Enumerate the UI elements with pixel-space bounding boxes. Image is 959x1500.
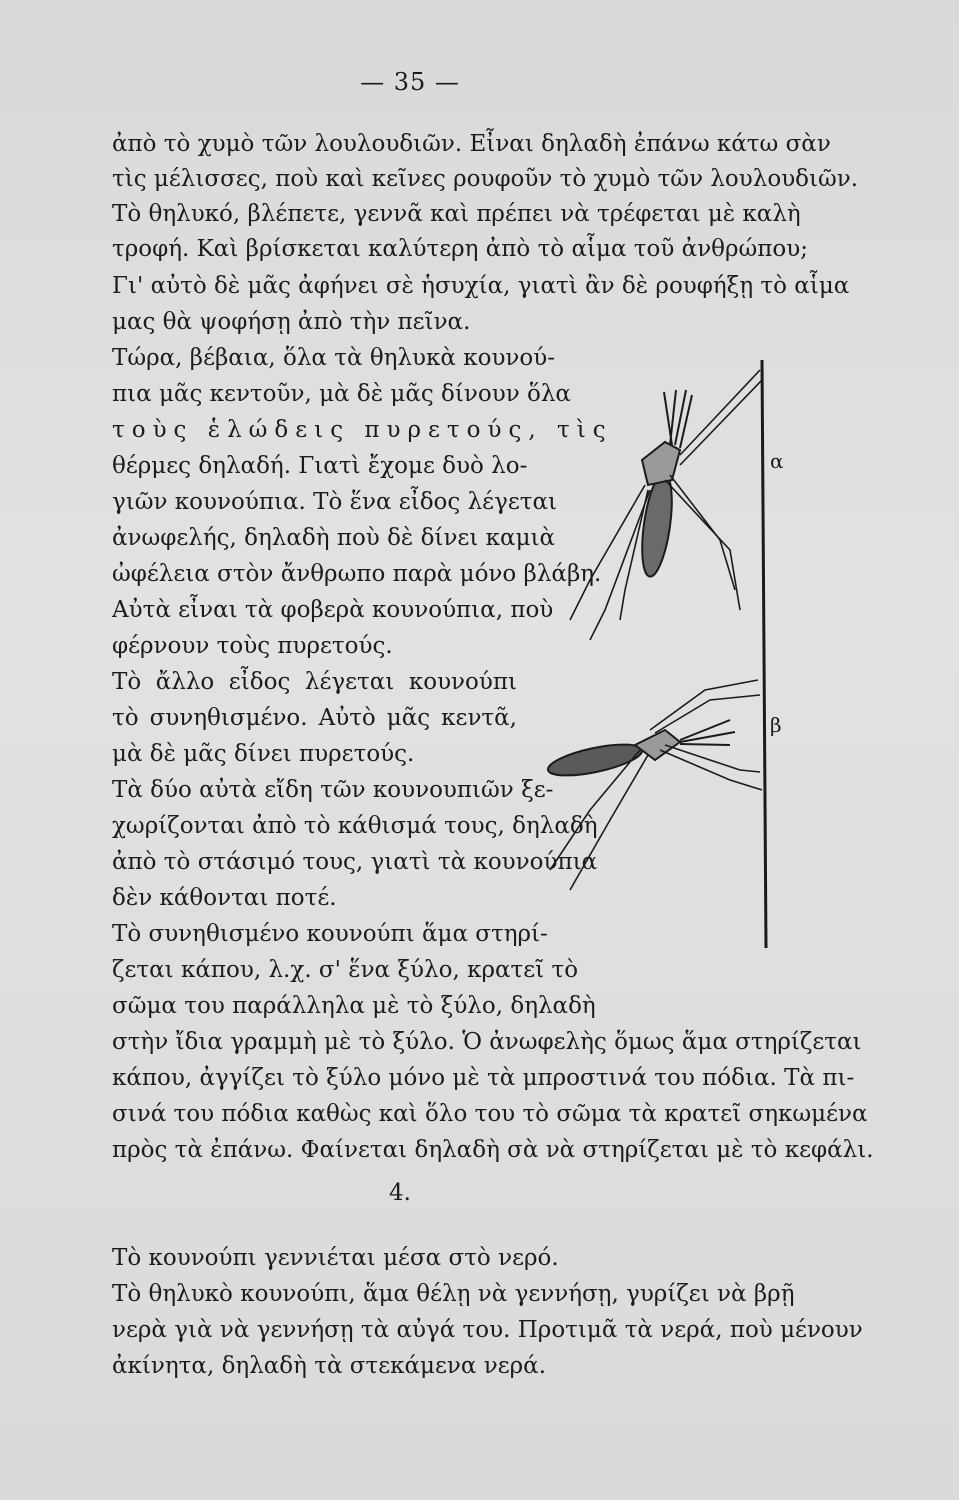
- text-line: τοὺς ἑλώδεις πυρετούς, τὶς: [112, 417, 613, 443]
- text-line: θέρμες δηλαδή. Γιατὶ ἔχομε δυὸ λο-: [112, 453, 528, 479]
- text-line: σῶμα του παράλληλα μὲ τὸ ξύλο, δηλαδὴ: [112, 993, 596, 1019]
- text-line: γιῶν κουνούπια. Τὸ ἕνα εἶδος λέγεται: [112, 489, 558, 515]
- text-line: Τὰ δύο αὐτὰ εἴδη τῶν κουνουπιῶν ξε-: [112, 777, 554, 803]
- text-line: μας θὰ ψοφήσῃ ἀπὸ τὴν πεῖνα.: [112, 309, 471, 335]
- stick: [762, 360, 766, 948]
- text-line: ἀπὸ τὸ στάσιμό τους, γιατὶ τὰ κουνούπια: [112, 849, 598, 875]
- text-line: δὲν κάθονται ποτέ.: [112, 885, 337, 911]
- text-line: ζεται κάπου, λ.χ. σ' ἕνα ξύλο, κρατεῖ τὸ: [112, 957, 579, 983]
- section-heading: 4.: [389, 1180, 411, 1206]
- text-line: Τὸ κουνούπι γεννιέται μέσα στὸ νερό.: [112, 1245, 559, 1271]
- text-line: νερὰ γιὰ νὰ γεννήσῃ τὰ αὐγά του. Προτιμᾶ τὰ νερά, ποὺ μένουν: [112, 1317, 863, 1343]
- page-number: — 35 —: [360, 68, 460, 96]
- text-line: πια μᾶς κεντοῦν, μὰ δὲ μᾶς δίνουν ὅλα: [112, 381, 571, 407]
- mosquito-a: [570, 370, 762, 640]
- text-line: κάπου, ἀγγίζει τὸ ξύλο μόνο μὲ τὰ μπροστινά του πόδια. Τὰ πι-: [112, 1065, 855, 1091]
- text-line: στὴν ἴδια γραμμὴ μὲ τὸ ξύλο. Ὁ ἀνωφελὴς ὅμως ἅμα στηρίζεται: [112, 1029, 862, 1055]
- mosquito-illustration: [530, 350, 790, 950]
- text-line: πρὸς τὰ ἐπάνω. Φαίνεται δηλαδὴ σὰ νὰ στηρίζεται μὲ τὸ κεφάλι.: [112, 1137, 874, 1163]
- text-line: Τὸ ἄλλο εἶδος λέγεται κουνούπι: [112, 669, 517, 695]
- text-line: τὶς μέλισσες, ποὺ καὶ κεῖνες ρουφοῦν τὸ χυμὸ τῶν λουλουδιῶν.: [112, 166, 859, 192]
- text-line: Τὸ θηλυκό, βλέπετε, γεννᾶ καὶ πρέπει νὰ τρέφεται μὲ καλὴ: [112, 201, 801, 227]
- label-a: α: [770, 449, 784, 473]
- text-line: τροφή. Καὶ βρίσκεται καλύτερη ἀπὸ τὸ αἷμα τοῦ ἀνθρώπου;: [112, 236, 808, 262]
- text-line: τὸ συνηθισμένο. Αὐτὸ μᾶς κεντᾶ,: [112, 705, 517, 731]
- text-line: Τώρα, βέβαια, ὅλα τὰ θηλυκὰ κουνού-: [112, 345, 556, 371]
- mosquito-b: [546, 680, 762, 890]
- text-line: σινά του πόδια καθὼς καὶ ὅλο του τὸ σῶμα τὰ κρατεῖ σηκωμένα: [112, 1101, 868, 1127]
- text-line: Τὸ θηλυκὸ κουνούπι, ἅμα θέλῃ νὰ γεννήσῃ, γυρίζει νὰ βρῇ: [112, 1281, 795, 1307]
- label-b: β: [770, 713, 782, 737]
- text-line: Τὸ συνηθισμένο κουνούπι ἅμα στηρί-: [112, 921, 548, 947]
- text-line: Γι' αὐτὸ δὲ μᾶς ἀφήνει σὲ ἡσυχία, γιατὶ ἂν δὲ ρουφήξῃ τὸ αἷμα: [112, 273, 850, 299]
- text-line: ἀκίνητα, δηλαδὴ τὰ στεκάμενα νερά.: [112, 1353, 547, 1379]
- text-line: ὠφέλεια στὸν ἄνθρωπο παρὰ μόνο βλάβη.: [112, 561, 602, 587]
- text-line: φέρνουν τοὺς πυρετούς.: [112, 633, 393, 659]
- text-line: μὰ δὲ μᾶς δίνει πυρετούς.: [112, 741, 415, 767]
- text-line: Αὐτὰ εἶναι τὰ φοβερὰ κουνούπια, ποὺ: [112, 597, 554, 623]
- text-line: ἀνωφελής, δηλαδὴ ποὺ δὲ δίνει καμιὰ: [112, 525, 556, 551]
- text-line: χωρίζονται ἀπὸ τὸ κάθισμά τους, δηλαδὴ: [112, 813, 598, 839]
- text-line: ἀπὸ τὸ χυμὸ τῶν λουλουδιῶν. Εἶναι δηλαδὴ ἐπάνω κάτω σὰν: [112, 131, 831, 157]
